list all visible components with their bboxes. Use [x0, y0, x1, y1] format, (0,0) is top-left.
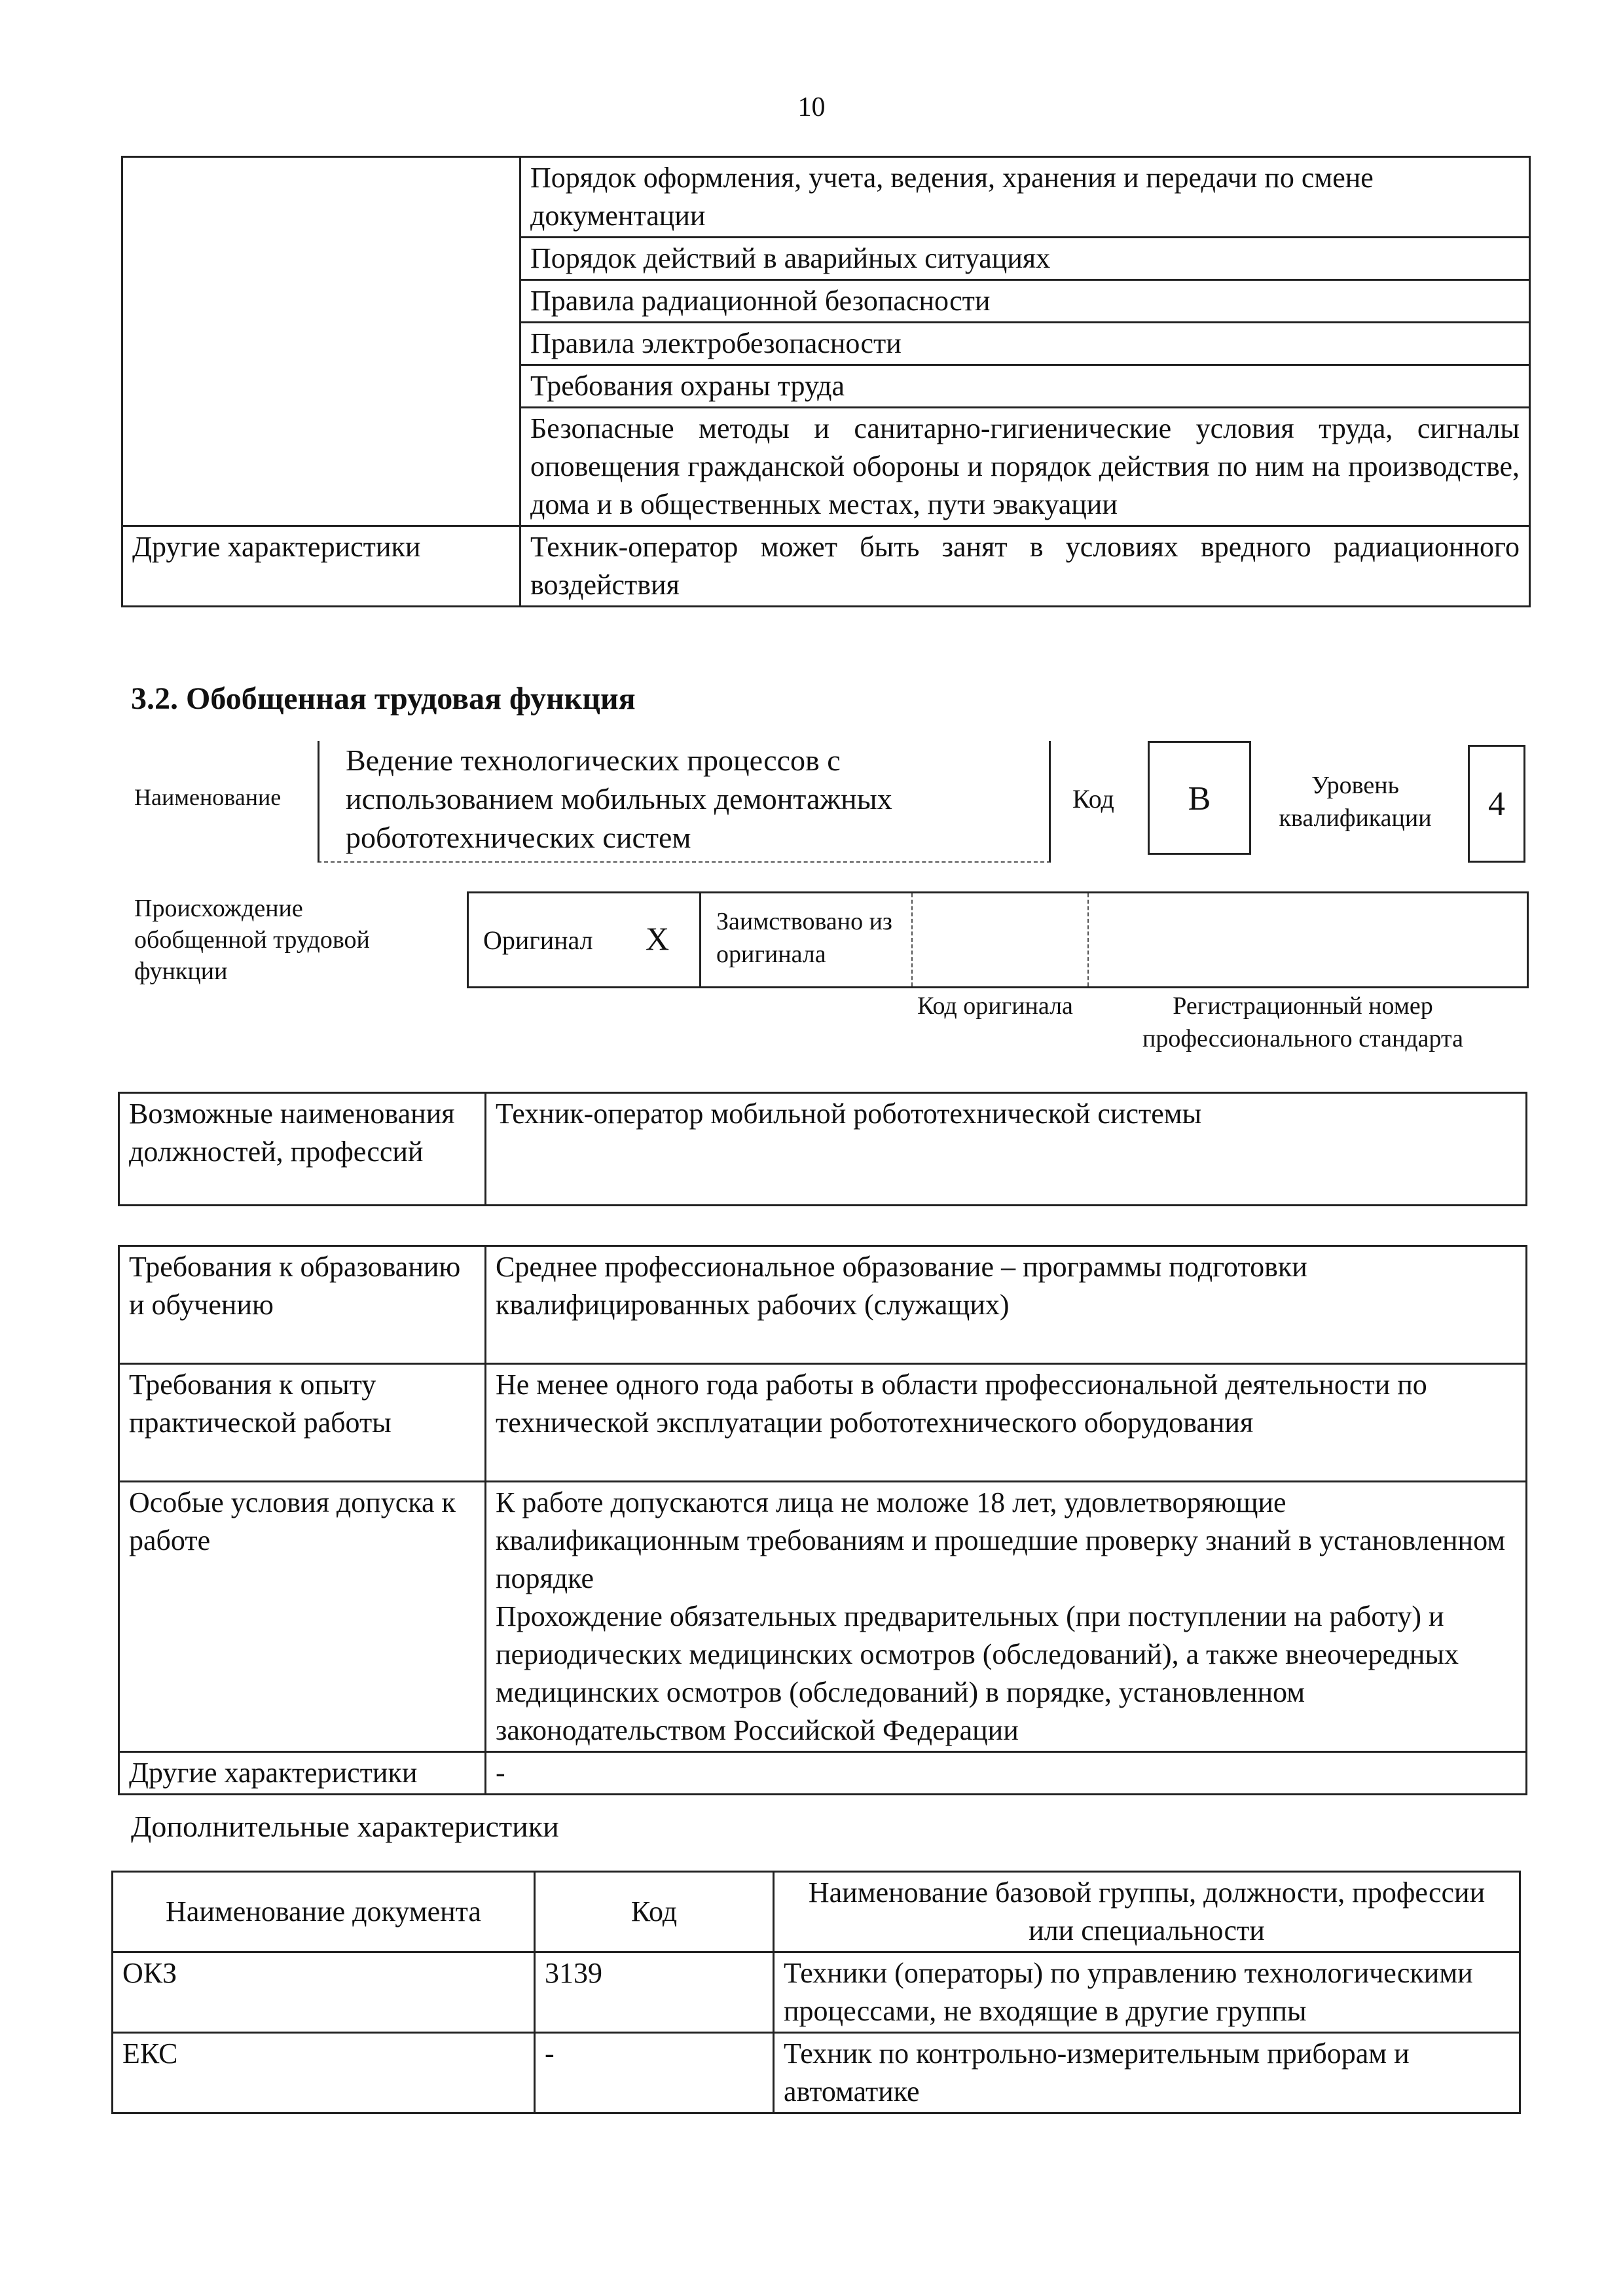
gtf-name-label: Наименование — [134, 784, 282, 810]
origin-divider — [1087, 893, 1089, 986]
gtf-code-box — [1148, 741, 1251, 855]
admission-text-2: Прохождение обязательных предварительных (при поступлении на работу) и периодических медицинских осмотров (обследований), а также внеочередных медицинских осмотров (обследований) в порядке, установленном законодательством Российской Федерации — [496, 1600, 1459, 1746]
table-cell: Техник-оператор может быть занят в условиях вредного радиационного воздействия — [520, 526, 1530, 607]
table-row — [113, 1952, 1520, 2033]
table-header: Наименование документа — [113, 1872, 535, 1952]
table-cell: Техники (операторы) по управлению технологическими процессами, не входящие в другие группы — [774, 1952, 1520, 2033]
origin-divider — [911, 893, 913, 986]
table-header: Наименование базовой группы, должности, профессии или специальности — [774, 1872, 1520, 1952]
table-cell: Безопасные методы и санитарно-гигиенические условия труда, сигналы оповещения гражданской обороны и порядок действия по ним на производстве, дома и в общественных местах, пути эвакуации — [520, 408, 1530, 526]
table-cell-empty — [122, 157, 520, 526]
table-cell: ОКЗ — [113, 1952, 535, 2033]
table-cell: Требования охраны труда — [520, 365, 1530, 408]
table-cell: Правила электробезопасности — [520, 323, 1530, 365]
table-cell: Правила радиационной безопасности — [520, 280, 1530, 323]
origin-divider — [699, 893, 701, 986]
table-cell — [486, 1482, 1527, 1752]
table-row — [119, 1482, 1527, 1752]
table-row — [119, 1246, 1527, 1364]
gtf-code-label: Код — [1072, 784, 1114, 814]
table-cell-label: Другие характеристики — [122, 526, 520, 607]
additional-table — [111, 1871, 1521, 2114]
origin-code-caption: Код оригинала — [917, 992, 1073, 1020]
origin-label: Происхождение обобщенной трудовой функции — [134, 895, 370, 985]
table-cell-label: Требования к образованию и обучению — [119, 1246, 486, 1364]
table-cell-label: Особые условия допуска к работе — [119, 1482, 486, 1752]
table-cell: - — [486, 1752, 1527, 1795]
table-cell: Порядок оформления, учета, ведения, хранения и передачи по смене документации — [520, 157, 1530, 238]
table-cell-label: Другие характеристики — [119, 1752, 486, 1795]
admission-text-1: К работе допускаются лица не моложе 18 лет, удовлетворяющие квалификационным требованиям и прошедшие проверку знаний в установленном порядке — [496, 1486, 1506, 1594]
table-cell: 3139 — [535, 1952, 774, 2033]
origin-box — [467, 891, 1529, 988]
gtf-level-box — [1468, 745, 1525, 863]
knowledge-table — [121, 156, 1531, 607]
origin-mark: X — [646, 920, 670, 957]
section-title: 3.2. Обобщенная трудовая функция — [131, 681, 636, 716]
positions-table — [118, 1092, 1527, 1206]
origin-borrowed-label: Заимствовано из оригинала — [716, 908, 892, 968]
gtf-name-box — [318, 741, 1051, 863]
table-row — [119, 1364, 1527, 1482]
table-row — [119, 1752, 1527, 1795]
table-cell: Техник по контрольно-измерительным приборам и автоматике — [774, 2033, 1520, 2113]
table-cell: Техник-оператор мобильной робототехнической системы — [486, 1093, 1527, 1206]
table-cell: Не менее одного года работы в области профессиональной деятельности по технической эксплуатации робототехнического оборудования — [486, 1364, 1527, 1482]
table-cell: Среднее профессиональное образование – программы подготовки квалифицированных рабочих (служащих) — [486, 1246, 1527, 1364]
table-cell: Порядок действий в аварийных ситуациях — [520, 238, 1530, 280]
table-row — [113, 1872, 1520, 1952]
table-header: Код — [535, 1872, 774, 1952]
table-row — [113, 2033, 1520, 2113]
table-cell-label: Возможные наименования должностей, профессий — [119, 1093, 486, 1206]
gtf-code-value: B — [1188, 780, 1211, 817]
gtf-level-label: Уровень квалификации — [1279, 772, 1432, 832]
gtf-name-value: Ведение технологических процессов с использованием мобильных демонтажных робототехнических систем — [346, 744, 892, 854]
origin-reg-caption: Регистрационный номер профессионального стандарта — [1142, 992, 1463, 1052]
table-row — [119, 1093, 1527, 1206]
table-cell: - — [535, 2033, 774, 2113]
page-number: 10 — [797, 92, 826, 122]
gtf-level-value: 4 — [1488, 785, 1505, 823]
table-cell-label: Требования к опыту практической работы — [119, 1364, 486, 1482]
additional-title: Дополнительные характеристики — [131, 1810, 559, 1843]
origin-original-label: Оригинал — [483, 925, 593, 955]
requirements-table — [118, 1245, 1527, 1795]
table-row — [122, 157, 1530, 238]
table-cell: ЕКС — [113, 2033, 535, 2113]
table-row — [122, 526, 1530, 607]
